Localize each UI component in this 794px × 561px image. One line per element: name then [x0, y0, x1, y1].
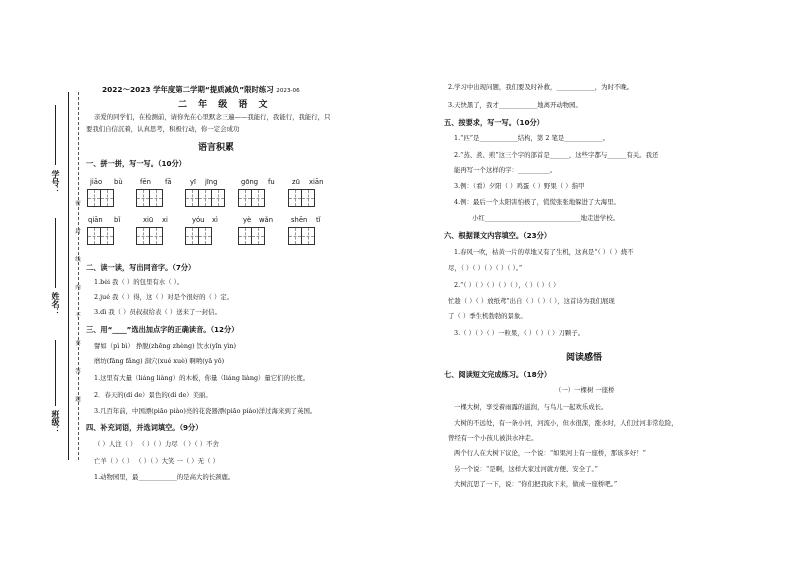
name-field[interactable] [55, 218, 56, 288]
name-label: 姓名： [51, 292, 60, 316]
writing-grid[interactable] [136, 227, 162, 245]
passage-title: （一）一棵树 一座桥 [555, 386, 615, 394]
pinyin: yè [243, 216, 252, 224]
pinyin: fu [268, 178, 275, 186]
writing-grid[interactable] [288, 189, 314, 207]
pinyin: fēn [140, 178, 151, 186]
writing-grid[interactable] [288, 227, 314, 245]
class-field[interactable] [55, 340, 56, 406]
question-6-item: 2.“（ ）（ ）（ ）（ ）（ ），（ ）（ ）（ ） [454, 281, 560, 289]
writing-grid[interactable] [136, 189, 162, 207]
exam-title [102, 84, 300, 95]
binding-line-dashed [78, 92, 79, 460]
writing-grid[interactable] [238, 227, 264, 245]
writing-grid[interactable] [185, 189, 224, 207]
question-2-item: 2.jué 我（ ）得，这（ ）对是个很好的（ ）定。 [94, 293, 234, 301]
pinyin: fā [165, 178, 172, 186]
question-5-item: 小红______________________________地走进学校。 [472, 214, 619, 222]
intro-line-2: 要我们自信沉着，认真思考，积极行动，你一定会成功 [86, 125, 240, 133]
pinyin: bù [114, 178, 123, 186]
question-6-item: 3.（ ）（ ）（ ）一粒果，（ ）（ ）（ ）刀颗子。 [454, 329, 585, 337]
pinyin: yī [190, 178, 196, 186]
question-4-item: 3.天快黑了，我才____________地离开动物园。 [448, 101, 582, 109]
question-3-item: 1.这里有大量（liáng liàng）的木板，你量（liáng liàng）量它们的长度。 [94, 374, 310, 382]
question-4-item: 2.学习中出现问题，我们要及时补救，____________，为时不晚。 [448, 83, 634, 91]
question-4-item: 1.动物园里，最____________的是高大的长颈鹿。 [94, 473, 235, 481]
question-4-title: 四、补充词语，并选词填空。（9分） [86, 423, 203, 432]
question-5-item: 2.“蒸、煮、煎”这三个字的部首是______，这些字都与______有关。我还 [454, 151, 659, 159]
question-3-item: 3.几百年前，中国漂(piāo piào)亮的花瓷器漂(piāo piào)洋过海来到了英国。 [94, 407, 317, 415]
question-2-item: 3.dì 我（ ）员叔叔给表（ ）送来了一封信。 [94, 308, 221, 316]
pinyin: xi [162, 216, 168, 224]
question-5-item: 1.“匹”是____________结构，第 2 笔是____________。 [454, 134, 609, 142]
class-label: 班级： [51, 410, 60, 434]
section-reading: 阅读感悟 [566, 353, 603, 363]
pinyin: qiān [88, 216, 103, 224]
pinyin: tǐ [316, 216, 321, 224]
seal-char: 密 [74, 200, 80, 206]
question-6-item: 忙趁（ ）（ ）放纸鸢”出自（ ）（ ）（ ），这首诗为我们展现 [448, 297, 615, 305]
pinyin: xiān [309, 178, 324, 186]
writing-grid[interactable] [185, 227, 211, 245]
pinyin: xiū [143, 216, 154, 224]
pinyin: xì [212, 216, 218, 224]
intro-line-1: 亲爱的同学们，在检测前，请你先在心里默念三遍——我能行，我能行，我能行，只 [94, 113, 331, 121]
question-2-item: 1.bèi 我（ ）的包里有水（ ）。 [94, 278, 184, 286]
question-7-title: 七、阅读短文完成练习。（18分） [444, 370, 552, 379]
passage-line: 曾经有一个小孩儿被洪水冲走。 [448, 434, 538, 442]
question-6-item: 1.春风一吹，枯黄一片的草地又有了生机，这真是“（ ）（ ）烧不 [454, 248, 634, 256]
seal-char: 不 [74, 312, 80, 318]
seal-char: 答 [74, 368, 80, 374]
pinyin: wǎn [259, 216, 274, 224]
seal-char: 封 [74, 228, 80, 234]
question-6-item: 了（ ）季生机勃勃的景象。 [448, 312, 527, 320]
question-1-title: 一、拼一拼，写一写。（10分） [86, 159, 186, 168]
seal-char: 线 [74, 256, 80, 262]
pinyin: zū [292, 178, 300, 186]
pinyin: jiāo [90, 178, 103, 186]
question-3-words: 磨坊(fāng fǎng) 洞穴(xué xuè) 啊哟(yā yō) [94, 357, 225, 365]
exam-subject: 二 年 级 语 文 [178, 100, 272, 110]
question-5-item: 能再写一个这样的字：__________。 [454, 166, 557, 174]
question-2-title: 二、读一读，写出同音字。（7分） [86, 263, 196, 272]
question-5-title: 五、按要求，写一写。（10分） [444, 118, 544, 127]
question-3-item: 2．春天的(dí de）景色的(dí de）美丽。 [94, 391, 212, 399]
passage-line: 大树的不远处，有一条小河，河流小，但水很深，涨水时，人们过河非常危险， [454, 419, 678, 427]
question-3-title: 三、用“____”选出加点字的正确读音。（12分） [86, 325, 239, 334]
seal-char: 内 [74, 284, 80, 290]
exam-title-text: 2022～2023 学年度第二学期“提质减负”限时练习 [102, 85, 274, 94]
writing-grid[interactable] [238, 189, 264, 207]
writing-grid[interactable] [87, 189, 113, 207]
student-no-label: 学号： [51, 170, 60, 194]
question-6-item: 尽，（ ）（ ）（ ）（ ）（ ）。” [448, 264, 523, 272]
passage-line: 大树沉思了一下，说：“你们把我砍下来，做成一座桥吧。” [454, 480, 618, 488]
section-language: 语言积累 [198, 143, 235, 153]
question-5-item: 4.例：最后一个太阳害怕极了，慌慌张张地躲进了大海里。 [454, 198, 620, 206]
pinyin: yóu [192, 216, 205, 224]
seal-char: 题 [74, 396, 80, 402]
writing-grid[interactable] [87, 227, 113, 245]
passage-line: 另一个说：“是啊，这样大家过河就方便、安全了。” [454, 465, 598, 473]
question-4-words: 亡羊（ ）（ ） （ ）（ ）大笑 一（ ）无（ ） [94, 457, 219, 465]
pinyin: jīng [205, 178, 218, 186]
question-6-title: 六、根据课文内容填空。（23分） [444, 231, 552, 240]
passage-line: 两个行人在大树下议论，一个说：“如果河上有一座桥，那该多好！” [454, 449, 646, 457]
pinyin: gōng [241, 178, 259, 186]
pinyin: shēn [291, 216, 308, 224]
binding-line-outer [68, 92, 69, 460]
pinyin: bǐ [114, 216, 121, 224]
question-5-item: 3.例：（看）夕阳（ ）鸡蛋（ ）野果（ ）指甲 [454, 182, 585, 190]
passage-line: 一棵大树，享受着雨露的滋润，与鸟儿一起欢乐成长。 [454, 403, 608, 411]
exam-date: 2023-06 [276, 88, 300, 94]
seal-char: 要 [74, 340, 80, 346]
question-3-words: 譬如（pì bì） 挣脱(zhēng zhèng) 饮水(yǐn yìn) [94, 342, 237, 350]
question-4-words: （ ）人注（ ） （ ）（ ）力尽 （ ）（ ）不舍 [94, 440, 219, 448]
student-no-field[interactable] [55, 105, 56, 165]
